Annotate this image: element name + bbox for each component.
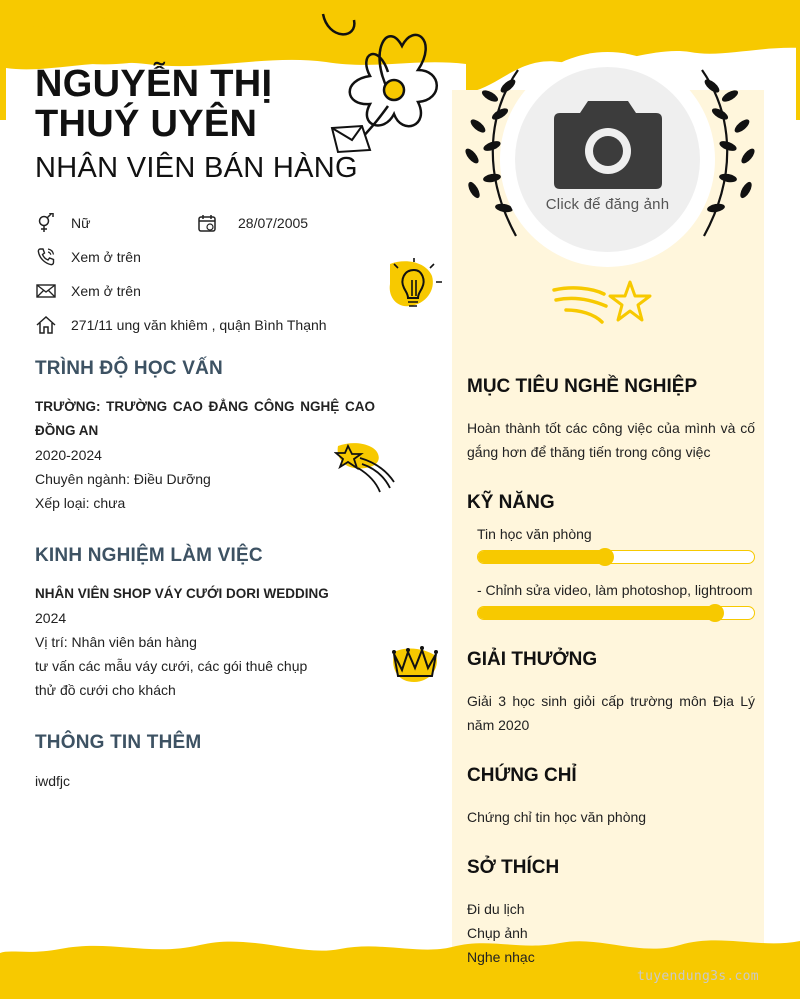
contact-gender (35, 212, 90, 234)
camera-icon[interactable] (552, 95, 664, 191)
lightbulb-icon (386, 256, 446, 316)
star-icon (334, 440, 400, 494)
skill-bar-fill (478, 607, 715, 619)
birthday-value: 28/07/2005 (238, 215, 309, 231)
gender-value: Nữ (71, 215, 91, 231)
education-school: TRƯỜNG: TRƯỜNG CAO ĐẲNG CÔNG NGHỆ CAO ĐỒNG AN (35, 399, 375, 438)
watermark: tuyendung3s.com (637, 969, 759, 984)
mail-icon (35, 280, 57, 302)
education-title: TRÌNH ĐỘ HỌC VẤN (35, 358, 223, 379)
contact-email (35, 280, 141, 302)
skills-title: KỸ NĂNG (467, 492, 555, 513)
name-line-2: THUÝ UYÊN (35, 103, 258, 145)
email-value: Xem ở trên (71, 283, 141, 299)
awards-text: Giải 3 học sinh giỏi cấp trường môn Địa Lý năm 2020 (467, 693, 755, 733)
home-icon (35, 314, 57, 336)
skill-label: - Chỉnh sửa video, làm photoshop, lightroom (477, 582, 753, 598)
certificates-text: Chứng chỉ tin học văn phòng (467, 809, 647, 825)
contact-phone (35, 246, 141, 268)
name-line-1: NGUYỄN THỊ (35, 63, 273, 105)
experience-title: KINH NGHIỆM LÀM VIỆC (35, 545, 263, 566)
education-major: Chuyên ngành: Điều Dưỡng (35, 471, 211, 487)
flower-doodle-icon (318, 10, 448, 160)
skill-bar-fill (478, 551, 605, 563)
full-name (35, 64, 272, 144)
gender-icon (35, 212, 57, 234)
skill-bar (477, 606, 755, 620)
objective-title: MỤC TIÊU NGHỀ NGHIỆP (467, 376, 698, 397)
extra-text: iwdfjc (35, 773, 71, 789)
experience-company: NHÂN VIÊN SHOP VÁY CƯỚI DORI WEDDING (35, 586, 329, 601)
extra-title: THÔNG TIN THÊM (35, 732, 202, 753)
calendar-icon (196, 212, 218, 234)
phone-icon (35, 246, 57, 268)
hobby-item: Nghe nhạc (467, 949, 535, 965)
experience-year: 2024 (35, 610, 67, 626)
job-title: NHÂN VIÊN BÁN HÀNG (35, 152, 358, 184)
awards-title: GIẢI THƯỞNG (467, 649, 598, 670)
education-years: 2020-2024 (35, 447, 102, 463)
hobby-item: Đi du lịch (467, 901, 525, 917)
certificates-title: CHỨNG CHỈ (467, 765, 577, 786)
skill-bar-knob (706, 604, 724, 622)
skill-bar-knob (596, 548, 614, 566)
contact-birthday (196, 212, 308, 234)
hobby-item: Chụp ảnh (467, 925, 528, 941)
hobbies-title: SỞ THÍCH (467, 857, 560, 878)
contact-address (35, 314, 327, 336)
experience-position: Vị trí: Nhân viên bán hàng (35, 634, 197, 650)
phone-value: Xem ở trên (71, 249, 141, 265)
star-doodle-icon (552, 278, 654, 328)
photo-upload-label[interactable]: Click để đăng ảnh (545, 196, 670, 213)
education-rank: Xếp loại: chưa (35, 495, 126, 511)
experience-desc-line-1: tư vấn các mẫu váy cưới, các gói thuê chụp (35, 658, 308, 674)
address-value: 271/11 ung văn khiêm , quận Bình Thạnh (71, 317, 327, 333)
experience-desc-line-2: thử đồ cưới cho khách (35, 682, 176, 698)
skill-bar (477, 550, 755, 564)
objective-text: Hoàn thành tốt các công việc của mình và cố gắng hơn để thăng tiến trong công việc (467, 420, 755, 460)
skill-label: Tin học văn phòng (477, 526, 592, 542)
crown-icon (388, 638, 442, 684)
